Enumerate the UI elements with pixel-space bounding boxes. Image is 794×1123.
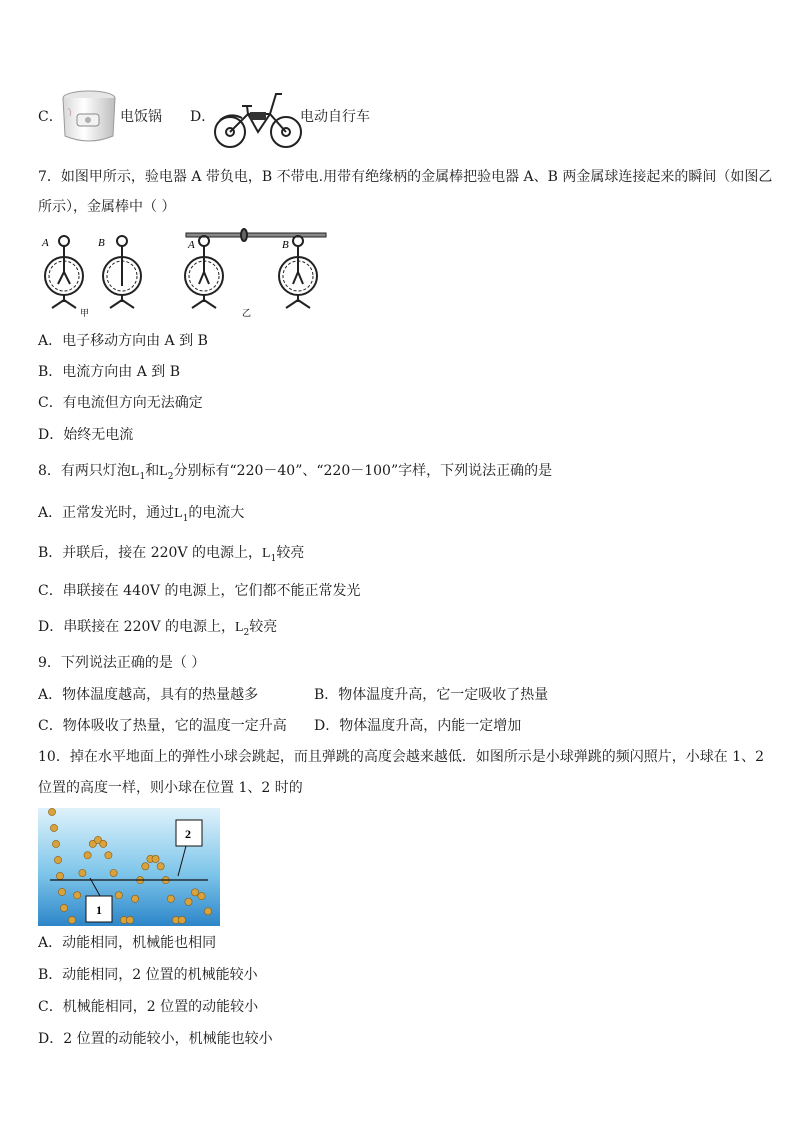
q9-option-b: B．物体温度升高，它一定吸收了热量 <box>314 687 549 703</box>
q7-option-c: C．有电流但方向无法确定 <box>38 395 203 411</box>
q8-option-b <box>38 544 304 564</box>
strobe-ball <box>56 872 63 879</box>
strobe-ball <box>100 840 107 847</box>
strobe-ball <box>105 852 112 859</box>
fig-label-a-yi: A <box>188 239 195 251</box>
fig-caption-jia: 甲 <box>80 308 90 318</box>
q8-option-a-sub: 1 <box>182 514 189 524</box>
q8-l1-symbol: L <box>130 464 140 479</box>
position-label-1: 1 <box>96 903 102 917</box>
strobe-ball <box>185 898 192 905</box>
electric-bicycle-image <box>212 84 304 154</box>
strobe-ball <box>79 869 86 876</box>
q8-option-b-sub: 1 <box>270 554 277 564</box>
q8-option-d <box>38 618 277 638</box>
strobe-ball <box>60 904 67 911</box>
q8-option-d-l: L <box>234 620 244 635</box>
q7-stem-line1: 7．如图甲所示，验电器 A 带负电，B 不带电.用带有绝缘柄的金属棒把验电器 A、B 两金属球连接起来的瞬间（如图乙 <box>38 169 773 185</box>
q8-stem-pre: 8．有两只灯泡 <box>38 463 131 479</box>
q10-option-b: B．动能相同，2 位置的机械能较小 <box>38 967 258 983</box>
q7-option-a: A．电子移动方向由 A 到 B <box>38 333 208 349</box>
rice-cooker-image <box>60 88 118 150</box>
strobe-ball <box>132 895 139 902</box>
strobe-ball <box>157 863 164 870</box>
q9-stem: 9．下列说法正确的是（ ） <box>38 655 206 671</box>
q8-option-d-pre: D．串联接在 220V 的电源上， <box>38 619 235 635</box>
strobe-ball <box>178 916 185 923</box>
strobe-ball <box>115 892 122 899</box>
electroscope-figure <box>36 228 328 324</box>
q8-option-b-pre: B．并联后，接在 220V 的电源上， <box>38 545 263 561</box>
q9-option-a: A．物体温度越高，具有的热量越多 <box>38 687 259 703</box>
q10-option-a: A．动能相同，机械能也相同 <box>38 935 217 951</box>
q9-option-d: D．物体温度升高，内能一定增加 <box>314 718 522 734</box>
q10-stem-line1: 10．掉在水平地面上的弹性小球会跳起，而且弹跳的高度会越来越低．如图所示是小球弹跳的频闪照片，小球在 1、2 <box>38 749 765 765</box>
strobe-ball <box>58 888 65 895</box>
q8-option-b-l: L <box>262 546 271 561</box>
bouncing-ball-photo <box>38 808 220 930</box>
strobe-ball <box>152 855 159 862</box>
strobe-ball <box>74 892 81 899</box>
strobe-ball <box>68 916 75 923</box>
strobe-ball <box>84 852 91 859</box>
q8-option-d-post: 较亮 <box>249 619 278 635</box>
position-label-2: 2 <box>185 827 191 841</box>
q10-option-c: C．机械能相同，2 位置的动能较小 <box>38 999 259 1015</box>
q8-option-b-post: 较亮 <box>276 545 305 561</box>
q8-l1-subscript: 1 <box>139 472 146 482</box>
fig-label-a-jia: A <box>42 237 49 249</box>
strobe-ball <box>167 895 174 902</box>
fig-label-b-jia: B <box>98 237 105 249</box>
q10-stem-line2: 位置的高度一样，则小球在位置 1、2 时的 <box>38 780 303 796</box>
strobe-ball <box>126 916 133 923</box>
q8-option-a-l: L <box>174 506 183 521</box>
fig-caption-yi: 乙 <box>242 308 252 318</box>
q6-option-d-letter: D． <box>190 109 216 125</box>
q8-option-c: C．串联接在 440V 的电源上，它们都不能正常发光 <box>38 583 361 599</box>
q7-option-b: B．电流方向由 A 到 B <box>38 364 181 380</box>
q8-stem-post: 分别标有“220－40”、“220－100”字样，下列说法正确的是 <box>173 463 553 479</box>
q8-stem <box>38 462 552 482</box>
q8-option-a <box>38 504 244 524</box>
q8-option-d-sub: 2 <box>243 628 250 638</box>
q8-option-a-post: 的电流大 <box>188 505 245 521</box>
q7-stem-line2: 所示），金属棒中（ ） <box>38 199 176 215</box>
q8-option-a-pre: A．正常发光时，通过 <box>38 505 175 521</box>
q9-option-c: C．物体吸收了热量，它的温度一定升高 <box>38 718 287 734</box>
q7-option-d: D．始终无电流 <box>38 427 134 443</box>
strobe-ball <box>110 869 117 876</box>
q6-option-d-label: 电动自行车 <box>300 109 370 125</box>
q10-option-d: D．2 位置的动能较小，机械能也较小 <box>38 1031 273 1047</box>
q6-option-c-label: 电饭锅 <box>120 109 162 125</box>
strobe-ball <box>52 840 59 847</box>
strobe-ball <box>50 824 57 831</box>
strobe-ball <box>191 889 198 896</box>
q8-l2-symbol: L <box>159 464 168 479</box>
q8-and: 和 <box>145 463 160 479</box>
strobe-ball <box>142 863 149 870</box>
q6-option-c-letter: C． <box>38 109 63 125</box>
strobe-ball <box>48 808 55 815</box>
strobe-ball <box>204 908 211 915</box>
strobe-ball <box>54 856 61 863</box>
strobe-ball <box>198 893 205 900</box>
fig-label-b-yi: B <box>282 239 289 251</box>
q8-l2-subscript: 2 <box>167 472 174 482</box>
